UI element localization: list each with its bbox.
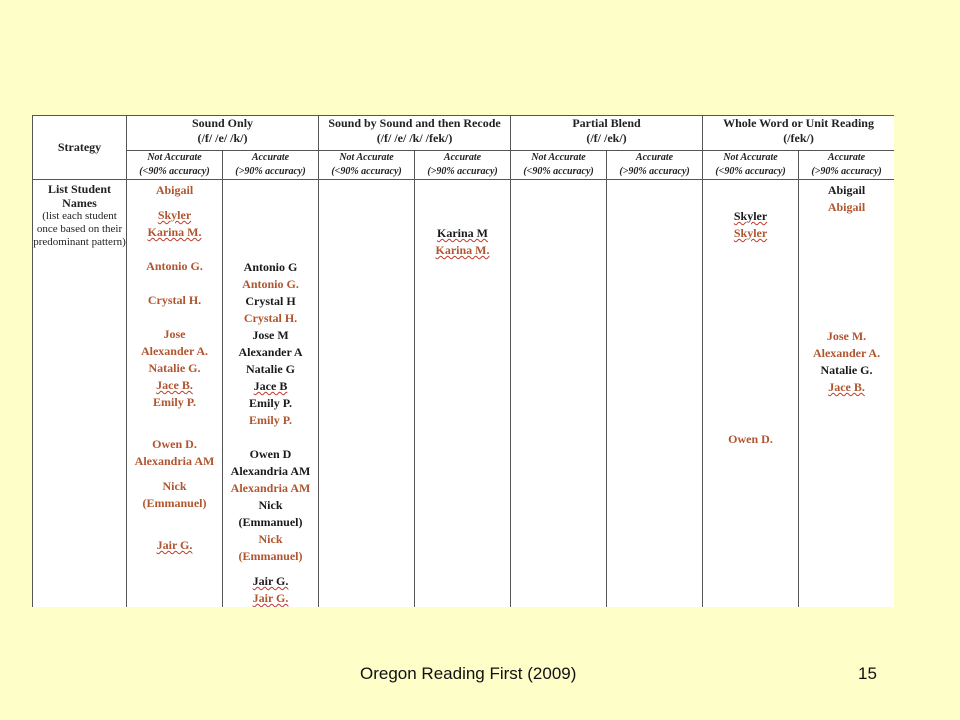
student-name: Jose xyxy=(163,327,186,341)
cell-whole-word-accurate xyxy=(799,180,894,608)
student-name: Jair G. xyxy=(156,538,193,552)
group-title: Partial Blend xyxy=(572,116,641,130)
student-name: Antonio G. xyxy=(146,259,203,273)
student-name: Nick xyxy=(258,498,283,512)
student-name: Crystal H. xyxy=(147,293,202,307)
student-name: Emily P. xyxy=(153,395,196,409)
student-name: Abigail xyxy=(155,183,194,197)
group-whole-word xyxy=(703,116,894,151)
student-name: Alexandria AM xyxy=(230,481,311,495)
student-name: Owen D. xyxy=(728,432,773,446)
student-name: (Emmanuel) xyxy=(142,496,207,510)
subheader-not-accurate: Not Accurate (<90% accuracy) xyxy=(511,151,607,180)
student-name: Jair G. xyxy=(252,574,289,588)
student-name: Natalie G. xyxy=(148,361,201,375)
group-sub: (/f/ /e/ /k/) xyxy=(197,131,248,145)
student-name: (Emmanuel) xyxy=(238,515,303,529)
student-name: Abigail xyxy=(827,183,866,197)
subheader-accurate: Accurate (>90% accuracy) xyxy=(607,151,703,180)
row-header xyxy=(33,180,127,608)
student-name: Jair G. xyxy=(252,591,289,605)
student-name: (Emmanuel) xyxy=(238,549,303,563)
student-name: Jace B. xyxy=(828,380,865,394)
student-name: Antonio G. xyxy=(242,277,299,291)
group-sub: (/f/ /ek/) xyxy=(586,131,627,145)
group-title: Sound Only xyxy=(191,116,254,130)
row-head-note: (list each student once based on their predominant pattern) xyxy=(33,210,126,248)
subheader-accurate: Accurate (>90% accuracy) xyxy=(223,151,319,180)
student-name: Crystal H. xyxy=(243,311,298,325)
group-title: Sound by Sound and then Recode xyxy=(328,116,501,130)
student-name: Karina M xyxy=(437,226,489,240)
cell-sound-by-sound-not-accurate xyxy=(319,180,415,608)
cell-partial-blend-not-accurate xyxy=(511,180,607,608)
student-name: Jose M. xyxy=(826,329,867,343)
student-name: Owen D xyxy=(249,447,292,461)
subheader-not-accurate: Not Accurate (<90% accuracy) xyxy=(703,151,799,180)
cell-partial-blend-accurate xyxy=(607,180,703,608)
student-name: Jose M xyxy=(252,328,289,342)
student-name: Emily P. xyxy=(249,413,292,427)
subheader-not-accurate: Not Accurate (<90% accuracy) xyxy=(319,151,415,180)
student-name: Skyler xyxy=(157,208,192,222)
group-title: Whole Word or Unit Reading xyxy=(723,116,874,130)
strategy-table xyxy=(32,115,894,607)
student-name: Natalie G. xyxy=(820,363,873,377)
subheader-accurate: Accurate (>90% accuracy) xyxy=(415,151,511,180)
subheader-not-accurate: Not Accurate (<90% accuracy) xyxy=(127,151,223,180)
group-sound-by-sound xyxy=(319,116,511,151)
group-sound-only xyxy=(127,116,319,151)
student-name: Alexandria AM xyxy=(230,464,311,478)
student-name: Emily P. xyxy=(249,396,292,410)
student-name: Nick xyxy=(162,479,187,493)
student-name: Skyler xyxy=(733,226,768,240)
student-name: Alexandria AM xyxy=(134,454,215,468)
footer-source: Oregon Reading First (2009) xyxy=(360,664,577,683)
cell-sound-by-sound-accurate xyxy=(415,180,511,608)
student-name: Alexander A. xyxy=(812,346,881,360)
student-name: Karina M. xyxy=(435,243,490,257)
student-name: Jace B xyxy=(253,379,288,393)
strategy-table-image xyxy=(32,115,894,607)
student-name: Antonio G xyxy=(243,260,298,274)
student-name: Karina M. xyxy=(147,225,202,239)
subheader-accurate: Accurate (>90% accuracy) xyxy=(799,151,894,180)
student-name: Nick xyxy=(258,532,283,546)
cell-sound-only-not-accurate xyxy=(127,180,223,608)
group-sub: (/fek/) xyxy=(783,131,814,145)
group-partial-blend xyxy=(511,116,703,151)
group-sub: (/f/ /e/ /k/ /fek/) xyxy=(376,131,453,145)
student-name: Jace B. xyxy=(156,378,193,392)
student-name: Owen D. xyxy=(152,437,197,451)
student-name: Crystal H xyxy=(245,294,296,308)
student-name: Abigail xyxy=(827,200,866,214)
cell-sound-only-accurate xyxy=(223,180,319,608)
student-name: Natalie G xyxy=(246,362,295,376)
student-name: Alexander A xyxy=(238,345,303,359)
row-head-title: List Student Names xyxy=(47,182,112,210)
student-name: Alexander A. xyxy=(140,344,209,358)
cell-whole-word-not-accurate xyxy=(703,180,799,608)
strategy-header: Strategy xyxy=(33,116,127,180)
student-name: Skyler xyxy=(733,209,768,223)
page-number: 15 xyxy=(858,664,877,683)
